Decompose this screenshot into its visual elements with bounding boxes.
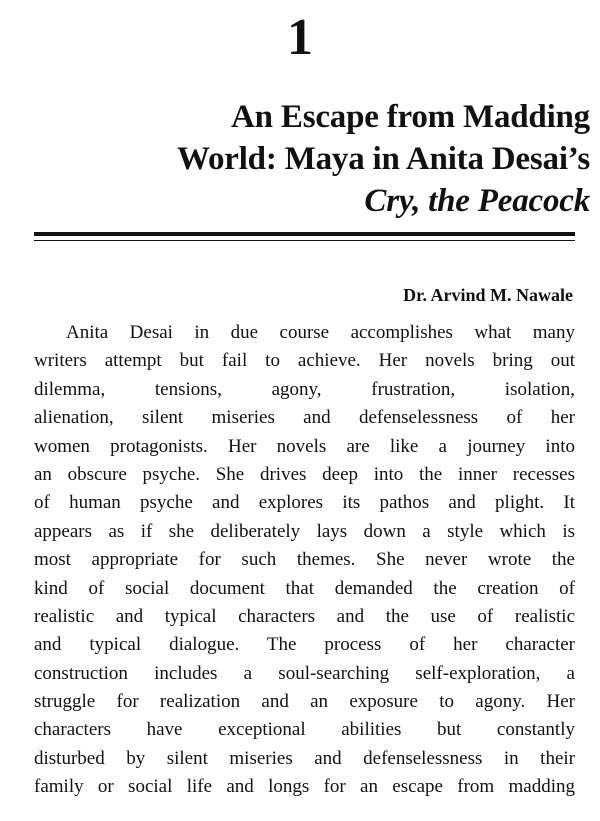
body-line: construction includes a soul-searching self-exploration, a	[34, 662, 575, 684]
title-divider-thin	[34, 240, 575, 241]
body-line: family or social life and longs for an escape from madding	[34, 776, 575, 798]
chapter-title-line-1: An Escape from Madding	[231, 99, 590, 135]
body-line: disturbed by silent miseries and defenselessness in their	[34, 747, 575, 769]
body-line: an obscure psyche. She drives deep into the inner recesses	[34, 463, 575, 485]
body-line: kind of social document that demanded the creation of	[34, 577, 575, 599]
body-line: Anita Desai in due course accomplishes what many	[66, 322, 575, 343]
body-line: and typical dialogue. The process of her character	[34, 634, 575, 656]
body-line: appears as if she deliberately lays down a style which is	[34, 520, 575, 542]
title-divider-thick	[34, 232, 575, 236]
chapter-number: 1	[287, 9, 313, 66]
body-line: alienation, silent miseries and defenselessness of her	[34, 407, 575, 429]
chapter-title-line-2: World: Maya in Anita Desai’s	[176, 141, 590, 177]
body-line: of human psyche and explores its pathos and plight. It	[34, 492, 575, 514]
body-line: dilemma, tensions, agony, frustration, isolation,	[34, 378, 575, 400]
author-name: Dr. Arvind M. Nawale	[403, 285, 573, 305]
body-line: characters have exceptional abilities but constantly	[34, 719, 575, 741]
body-paragraph	[34, 319, 575, 802]
body-line: writers attempt but fail to achieve. Her novels bring out	[34, 350, 575, 372]
body-line: women protagonists. Her novels are like a journey into	[34, 435, 575, 457]
body-line: most appropriate for such themes. She never wrote the	[34, 549, 575, 571]
body-line: struggle for realization and an exposure to agony. Her	[34, 691, 575, 713]
chapter-title	[20, 96, 590, 222]
chapter-title-line-3: Cry, the Peacock	[364, 183, 590, 219]
body-line: realistic and typical characters and the use of realistic	[34, 605, 575, 627]
